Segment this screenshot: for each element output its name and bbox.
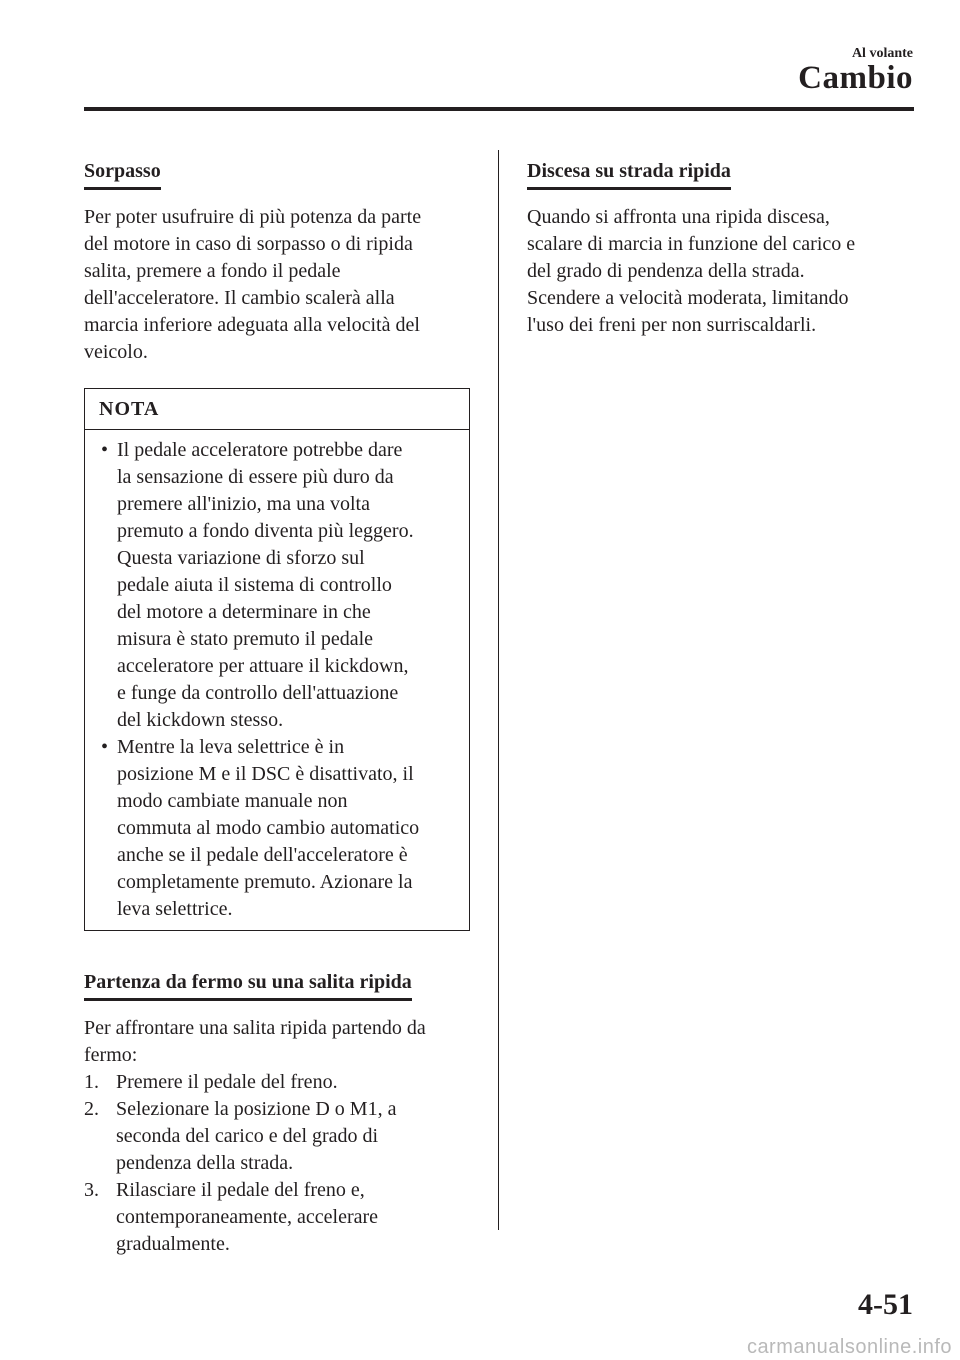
step-number: 2.	[84, 1098, 99, 1120]
watermark: carmanualsonline.info	[746, 1336, 952, 1358]
page-number: 4-51	[858, 1288, 913, 1321]
text-line: Per poter usufruire di più potenza da parte	[84, 206, 422, 228]
text-line: del kickdown stesso.	[117, 709, 284, 731]
note-list	[85, 430, 469, 930]
text-line: pendenza della strada.	[116, 1152, 294, 1174]
text-line: completamente premuto. Azionare la	[117, 871, 413, 893]
text-line: modo cambiate manuale non	[117, 790, 348, 812]
heading-sorpasso: Sorpasso	[84, 158, 161, 190]
text-line: leva selettrice.	[117, 898, 233, 920]
note-item	[99, 437, 457, 734]
text-line: del motore in caso di sorpasso o di ripida	[84, 233, 413, 255]
step-item	[84, 1177, 470, 1258]
text-line: Quando si affronta una ripida discesa,	[527, 206, 830, 228]
text-line: Scendere a velocità moderata, limitando	[527, 287, 849, 309]
text-line: premere all'inizio, ma una volta	[117, 493, 370, 515]
text-line: del grado di pendenza della strada.	[527, 260, 805, 282]
text-line: la sensazione di essere più duro da	[117, 466, 394, 488]
header-section-label: Al volante	[851, 46, 913, 61]
text-line: anche se il pedale dell'acceleratore è	[117, 844, 408, 866]
text-line: premuto a fondo diventa più leggero.	[117, 520, 414, 542]
steps-list	[84, 1069, 470, 1258]
note-title: NOTA	[85, 389, 469, 430]
text-line: l'uso dei freni per non surriscaldarli.	[527, 314, 817, 336]
step-item	[84, 1096, 470, 1177]
text-line: e funge da controllo dell'attuazione	[117, 682, 399, 704]
bullet-icon: •	[101, 439, 109, 461]
text-line: misura è stato premuto il pedale	[117, 628, 374, 650]
text-line: Rilasciare il pedale del freno e,	[116, 1179, 365, 1201]
note-box	[84, 388, 470, 931]
text-line: marcia inferiore adeguata alla velocità del	[84, 314, 420, 336]
text-line: salita, premere a fondo il pedale	[84, 260, 341, 282]
step-item	[84, 1069, 470, 1096]
text-line: pedale aiuta il sistema di controllo	[117, 574, 392, 596]
text-line: Premere il pedale del freno.	[116, 1071, 338, 1093]
text-line: dell'acceleratore. Il cambio scalerà alla	[84, 287, 395, 309]
heading-partenza: Partenza da fermo su una salita ripida	[84, 969, 412, 1001]
page-title: Cambio	[798, 60, 913, 96]
text-line: Mentre la leva selettrice è in	[117, 736, 345, 758]
step-number: 1.	[84, 1071, 99, 1093]
paragraph-discesa	[527, 204, 915, 339]
text-line: Il pedale acceleratore potrebbe dare	[117, 439, 403, 461]
heading-discesa: Discesa su strada ripida	[527, 158, 731, 190]
note-item	[99, 734, 457, 923]
text-line: seconda del carico e del grado di	[116, 1125, 379, 1147]
text-line: acceleratore per attuare il kickdown,	[117, 655, 409, 677]
right-column	[527, 158, 915, 339]
section-partenza	[84, 969, 470, 1258]
text-line: gradualmente.	[116, 1233, 230, 1255]
header-rule	[84, 107, 914, 111]
left-column	[84, 158, 470, 1258]
text-line: Selezionare la posizione D o M1, a	[116, 1098, 397, 1120]
text-line: scalare di marcia in funzione del carico e	[527, 233, 856, 255]
text-line: contemporaneamente, accelerare	[116, 1206, 379, 1228]
text-line: Per affrontare una salita ripida partendo da	[84, 1017, 426, 1039]
text-line: del motore a determinare in che	[117, 601, 371, 623]
text-line: veicolo.	[84, 341, 148, 363]
text-line: commuta al modo cambio automatico	[117, 817, 420, 839]
text-line: Questa variazione di sforzo sul	[117, 547, 365, 569]
step-number: 3.	[84, 1179, 99, 1201]
paragraph-sorpasso	[84, 204, 470, 366]
text-line: posizione M e il DSC è disattivato, il	[117, 763, 414, 785]
paragraph-partenza-intro	[84, 1015, 470, 1069]
text-line: fermo:	[84, 1044, 138, 1066]
bullet-icon: •	[101, 736, 109, 758]
column-divider	[498, 150, 499, 1230]
